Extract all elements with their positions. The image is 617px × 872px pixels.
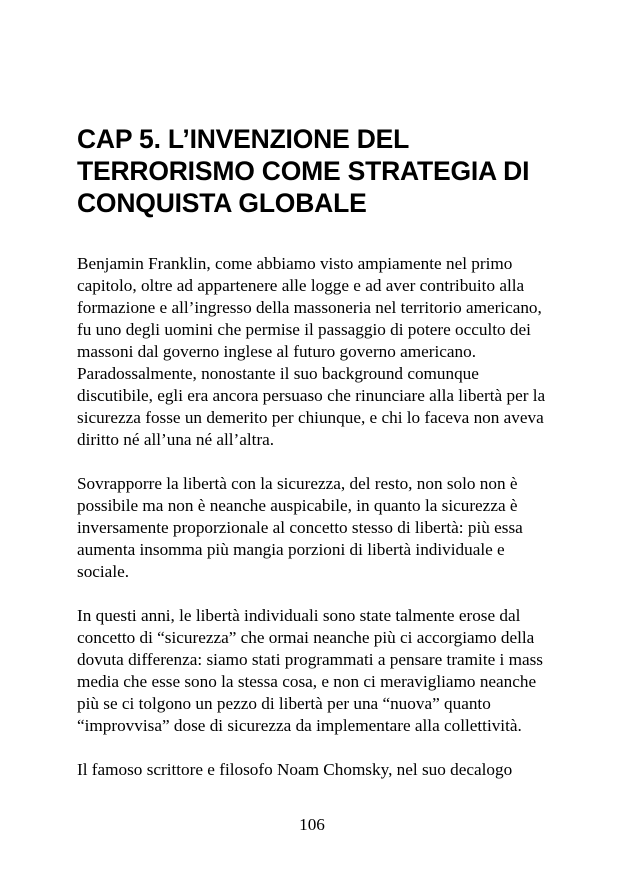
paragraph-1: Benjamin Franklin, come abbiamo visto ampiamente nel primo capitolo, oltre ad appartenere alle logge e ad aver contribuito alla formazione e all’ingresso della massoneria nel territorio americano, fu uno degli uomini che permise il passaggio di potere occulto dei massoni dal governo inglese al futuro governo americano. Paradossalmente, nonostante il suo background comunque discutibile, egli era ancora persuaso che rinunciare alla libertà per la sicurezza fosse un demerito per chiunque, e chi lo faceva non aveva diritto né all’una né all’altra. (77, 254, 546, 449)
chapter-title: CAP 5. L’INVENZIONE DEL TERRORISMO COME STRATEGIA DI CONQUISTA GLOBALE (77, 124, 530, 218)
page-number: 106 (299, 815, 325, 834)
paragraph-2: Sovrapporre la libertà con la sicurezza, del resto, non solo non è possibile ma non è neanche auspicabile, in quanto la sicurezza è inversamente proporzionale al concetto stesso di libertà: più essa aumenta insomma più mangia porzioni di libertà individuale e sociale. (77, 474, 523, 581)
body-text (77, 253, 547, 803)
paragraph-3: In questi anni, le libertà individuali sono state talmente erose dal concetto di “sicurezza” che ormai neanche più ci accorgiamo della dovuta differenza: siamo stati programmati a pensare tramite i mass media che esse sono la stessa cosa, e non ci meravigliamo neanche più se ci tolgono un pezzo di libertà per una “nuova” quanto “improvvisa” dose di sicurezza da implementare alla collettività. (77, 606, 543, 735)
paragraph-4: Il famoso scrittore e filosofo Noam Chomsky, nel suo decalogo (77, 760, 513, 779)
